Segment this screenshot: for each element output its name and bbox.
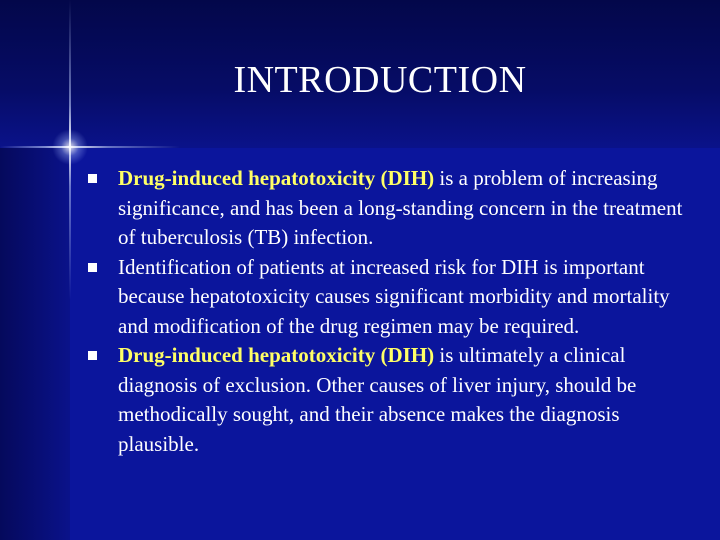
sparkle-star-icon: [52, 129, 88, 165]
square-bullet-icon: [88, 263, 97, 272]
bullet-text: is a problem of increasing significance, and has been a long-standing concern in the treatment of tuberculosis (TB) infection.: [118, 166, 683, 249]
square-bullet-icon: [88, 351, 97, 360]
slide-title: INTRODUCTION: [233, 59, 527, 101]
side-panel: [0, 148, 70, 540]
bullet-highlight: Drug-induced hepatotoxicity (DIH): [118, 343, 435, 367]
bullet-highlight: Drug-induced hepatotoxicity (DIH): [118, 166, 435, 190]
bullet-text: is ultimately a clinical diagnosis of exclusion. Other causes of liver injury, should be methodically sought, and their absence makes the diagnosis plausible.: [118, 343, 637, 456]
bullet-text: Identification of patients at increased risk for DIH is important because hepatotoxicity causes significant morbidity and mortality and modification of the drug regimen may be required.: [118, 254, 670, 338]
bullet-item: [86, 341, 686, 459]
bullet-item: [86, 253, 686, 342]
bullet-item: [86, 164, 686, 253]
sparkle-horizontal-ray: [0, 146, 180, 148]
square-bullet-icon: [88, 174, 97, 183]
bullet-list: [86, 164, 686, 459]
